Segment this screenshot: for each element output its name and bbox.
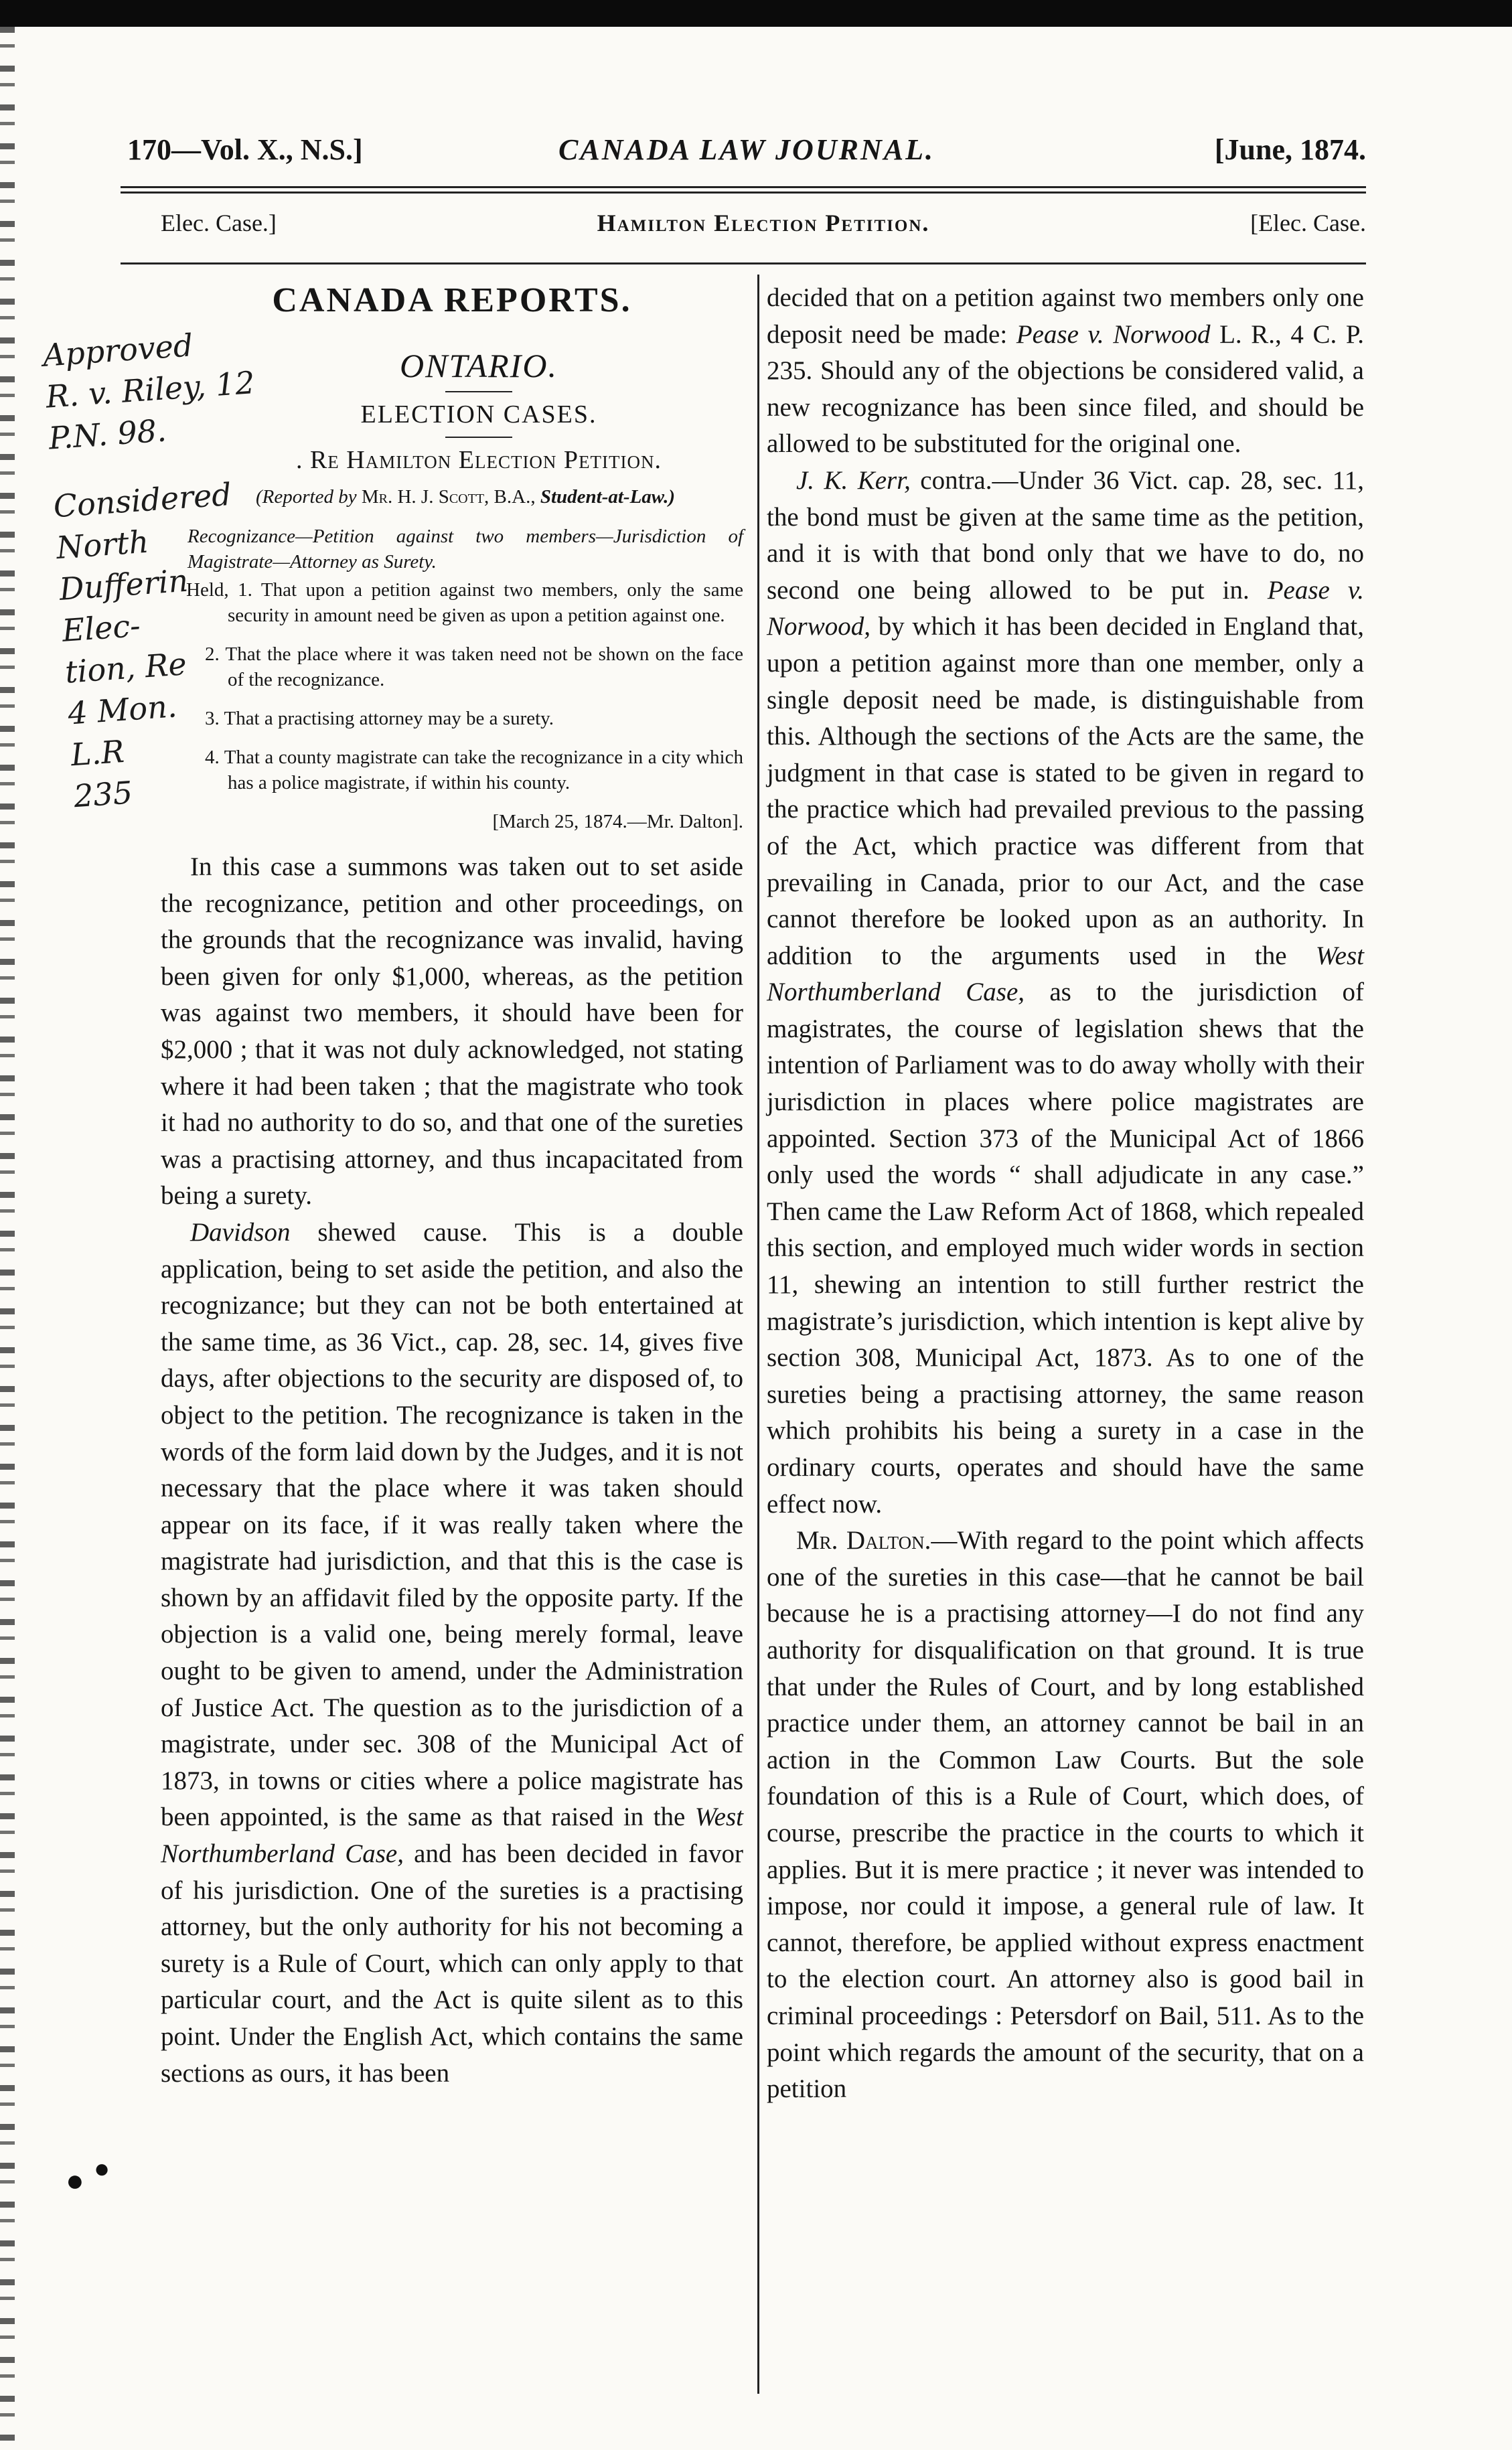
section-head-right: [Elec. Case. — [1250, 210, 1366, 236]
page-top-edge — [0, 0, 1512, 27]
reporter-title: Student-at-Law.) — [540, 486, 675, 508]
case-citation: Pease v. Norwood, — [767, 575, 1364, 641]
headnote: Recognizance—Petition against two members—Jurisdiction of Magistrate—Attorney as Surety. — [187, 526, 743, 572]
note-line: 235 — [72, 774, 134, 815]
paragraph-text: contra.—Under 36 Vict. cap. 28, sec. 11, the bond must be given at the same time as the petition, and it is with that bond only that we have to do, no second one being allowed to be put in. — [767, 465, 1364, 605]
case-title: . Re Hamilton Election Petition. — [295, 446, 662, 474]
running-head-left: 170—Vol. X., N.S.] — [127, 133, 363, 166]
short-rule — [445, 437, 512, 438]
note-line: L.R — [69, 733, 126, 773]
reported-prefix: (Reported by — [256, 486, 357, 508]
note-line: P.N. 98. — [47, 412, 168, 457]
note-line: Considered — [52, 475, 233, 525]
section-head — [161, 209, 1366, 242]
held-item: 4. That a county magistrate can take the recognizance in a city which has a police magistrate, if within his county. — [205, 747, 743, 793]
head-rule-top — [121, 186, 1366, 188]
short-rule — [445, 391, 512, 392]
paragraph-text: L. R., 4 C. P. 235. Should any of the objections be considered valid, a new recognizance has been since filed, and should be allowed to be substituted for the original one. — [767, 319, 1364, 459]
binding-edge — [0, 27, 15, 2450]
note-line: Approved — [42, 327, 194, 374]
paragraph-kerr — [767, 463, 1364, 1523]
case-citation: West Northumberland Case, — [161, 1803, 743, 1869]
held-item: 2. That the place where it was taken need not be shown on the face of the recognizance. — [205, 643, 743, 690]
note-line: R. v. Riley, 12 — [44, 364, 256, 415]
note-line: North — [55, 523, 150, 566]
paragraph-judgment — [767, 1523, 1364, 2108]
paragraph-text: as to the jurisdiction of magistrates, the course of legislation shews that the intention of Parliament was to do away wholly with their jurisdiction in places where police magistrates are appointed. Section 373 of the Municipal Act of 1866 only used the words “ shall adjudicate in any case.” Then came the Law Reform Act of 1868, which repealed this section, and employed much wider words in section 11, shewing an intention to still further restrict the magistrate’s jurisdiction, which intention is kept alive by section 308, Municipal Act, 1873. As to one of the sureties being a practising attorney, the same reason which prohibits his being a surety in a case in the ordinary courts, operates and should have the same effect now. — [767, 978, 1365, 1519]
judge-name: Mr. Dalton. — [796, 1526, 931, 1555]
case-running-title: Hamilton Election Petition. — [597, 210, 930, 236]
paragraph-text: by which it has been decided in England that, upon a petition against more than one member, only a single deposit need be made, is distinguishable from this. Although the sections of the Acts are the same, the judgment in that case is stated to be given in regard to the practice which had prevailed previous to the passing of the Act, which practice was different from that prevailing in Canada, prior to our Act, and the case cannot therefore be looked upon as an authority. In addition to the arguments used in the — [767, 612, 1364, 970]
section-title: CANADA REPORTS. — [272, 281, 632, 319]
held-item: Held, 1. That upon a petition against two members, only the same security in amount need be given as upon a petition against one. — [186, 579, 743, 626]
running-head — [127, 133, 1366, 173]
section-rule — [121, 262, 1366, 264]
paragraph-text: decided that on a petition against two members only one deposit need be made: — [767, 283, 1364, 349]
case-citation: Pease v. Norwood — [1016, 319, 1211, 349]
running-head-date: [June, 1874. — [1214, 133, 1366, 166]
section-head-left: Elec. Case.] — [161, 210, 277, 236]
paragraph-text: —With regard to the point which affects one of the sureties in this case—that he cannot be bail because he is a practising attorney—I do not find any authority for disqualification on that ground. It is true that under the Rules of Court, and by long established practice under them, an attorney cannot be bail in an action in the Common Law Courts. But the sole foundation of this is a Rule of Court, which does, of course, prescribe the practice in the courts to which it applies. But it is mere practice ; it never was intended to impose, nor could it impose, a general rule of law. It cannot, therefore, be applied without express enactment to the election court. An attorney also is good bail in criminal proceedings : Petersdorf on Bail, 511. As to the point which regards the amount of the security, that on a petition — [767, 1526, 1364, 2104]
case-citation: West Northumberland Case, — [767, 941, 1364, 1007]
handwritten-annotation — [42, 321, 276, 817]
paragraph-continued — [767, 280, 1364, 463]
paragraph-summons: In this case a summons was taken out to set aside the recognizance, petition and other proceedings, on the grounds that the recognizance was invalid, having been given for only $1,000, whereas, as the petition was against two members, it should have been for $2,000 ; that it was not duly acknowledged, not stating where it had been taken ; that the magistrate who took it had no authority to do so, and that one of the sureties was a practising attorney, and thus incapacitated from being a surety. — [161, 852, 743, 1211]
note-line: Dufferin — [58, 562, 190, 608]
ink-blot-mark: ● — [66, 2163, 84, 2198]
ink-blot-mark: ● — [94, 2153, 110, 2184]
series-heading: ELECTION CASES. — [360, 400, 597, 429]
note-line: tion, Re — [64, 645, 188, 690]
reporter-name: Mr. H. J. Scott, B.A., — [361, 486, 536, 508]
head-rule-double — [121, 192, 1366, 194]
paragraph-text: shewed cause. This is a double application, being to set aside the petition, and also the recognizance; but they can not be both entertained at the same time, as 36 Vict., cap. 28, sec. 14, gives five days, after objections to the security are disposed of, to object to the petition. The recognizance is taken in the words of the form laid down by the Judges, and it is not necessary that the place where it was taken should appear on its face, if it was really taken where the magistrate had jurisdiction, and that this is the case is shown by an affidavit filed by the opposite party. If the objection is a valid one, being merely formal, leave ought to be given to amend, under the Administration of Justice Act. The question as to the jurisdiction of a magistrate, under sec. 308 of the Municipal Act of 1873, in towns or cities where a police magistrate has been appointed, is the same as that raised in the — [161, 1217, 743, 1832]
counsel-name: J. K. Kerr, — [796, 465, 911, 495]
paragraph-text: and has been decided in favor of his jurisdiction. One of the sureties is a practising attorney, but the only authority for his not becoming a surety is a Rule of Court, which can only apply to that particular court, and the Act is quite silent as to this point. Under the English Act, which contains the same sections as ours, it has been — [161, 1839, 743, 2088]
province-heading: ONTARIO. — [400, 347, 558, 384]
journal-title: CANADA LAW JOURNAL. — [558, 133, 935, 166]
right-column — [767, 280, 1364, 2108]
paragraph-davidson — [161, 1215, 743, 2092]
counsel-name: Davidson — [190, 1217, 291, 1247]
note-line: 4 Mon. — [66, 688, 178, 732]
column-divider — [757, 275, 759, 2394]
judgment-dateline: [March 25, 1874.—Mr. Dalton]. — [492, 811, 743, 832]
held-item: 3. That a practising attorney may be a surety. — [205, 708, 554, 729]
note-line: Elec- — [61, 607, 142, 649]
